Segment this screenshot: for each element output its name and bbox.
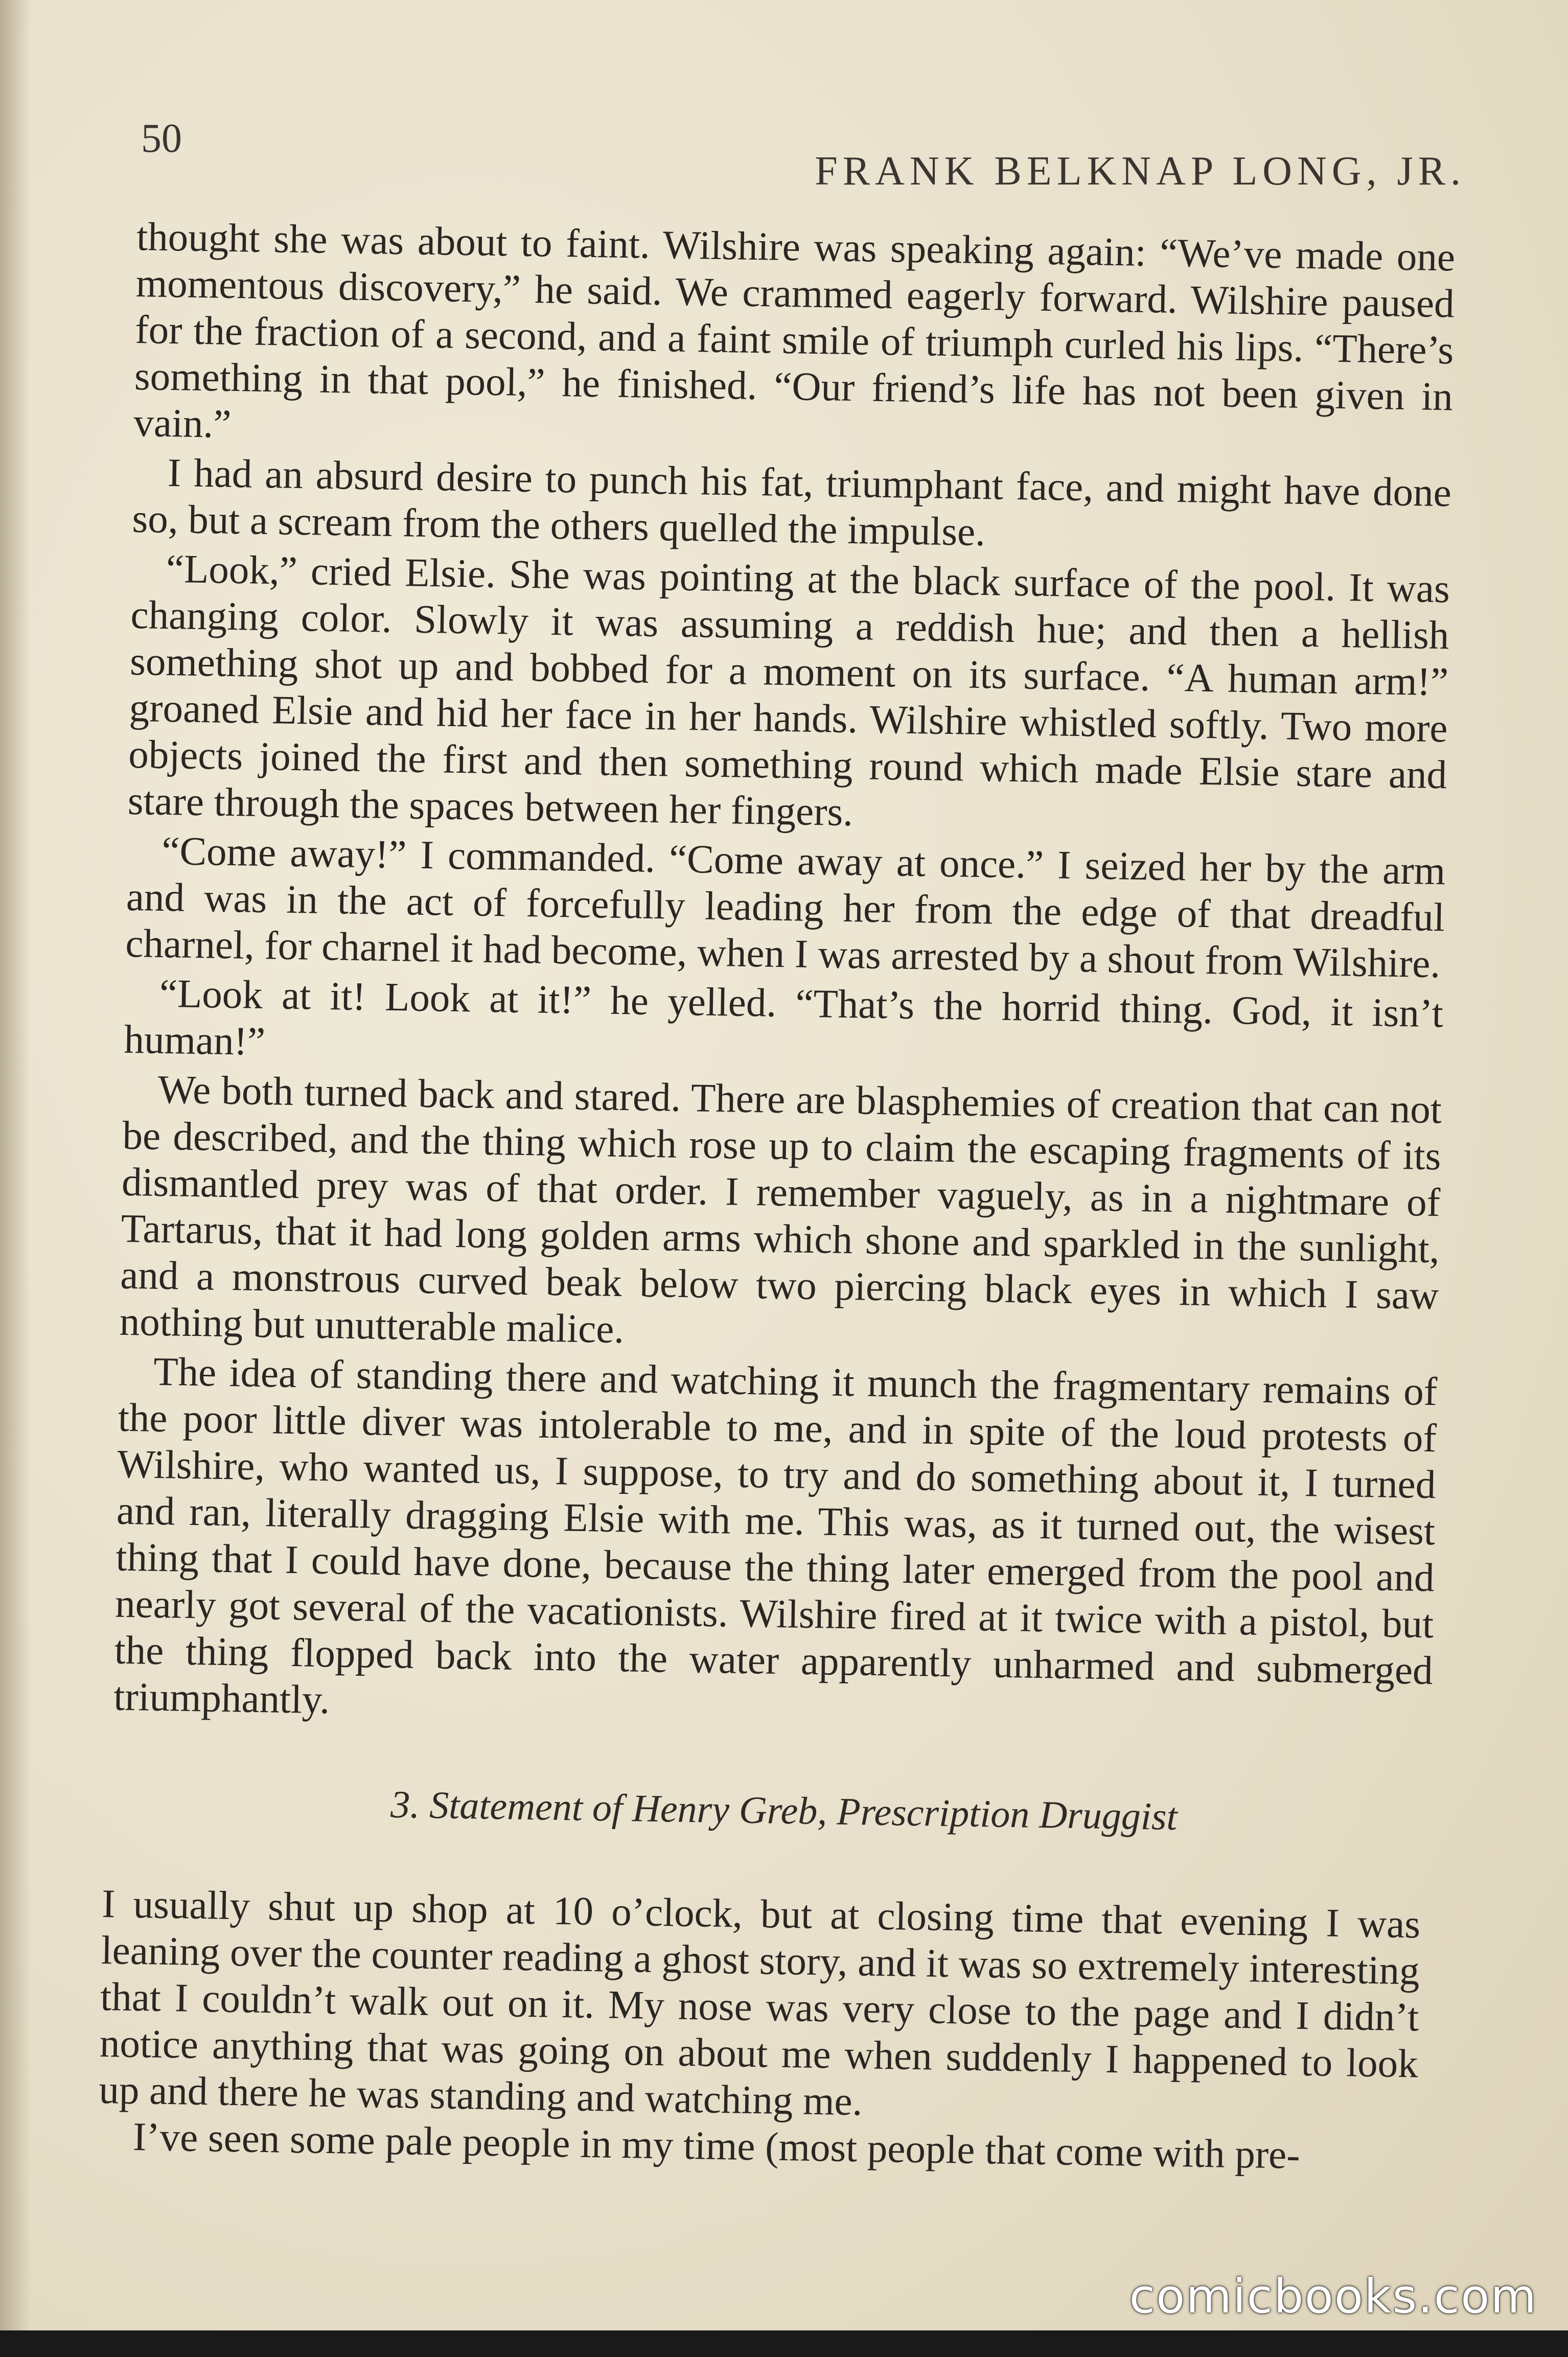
page-number: 50 [141,116,182,161]
section-heading: 3. Statement of Henry Greb, Prescription Druggist [390,1783,1178,1839]
paragraph-3: “Look,” cried Elsie. She was pointing at the black surface of the pool. It was changing color. Slowly it was assuming a reddish hue; and then a hellish something shot up and bobbed for a moment on its surface. “A human arm!” groaned Elsie and hid her face in her hands. Wilshire whistled softly. Two more objects joined the first and then something round which made Elsie stare and stare through the spaces between her fingers. [127,546,1450,835]
paragraph-7: The idea of standing there and watching it munch the fragmentary remains of the poor little diver was intolerable to me, and in spite of the loud protests of Wilshire, who wanted us, I suppose, to try and do something about it, I turned and ran, literally dragging Elsie with me. This was, as it turned out, the wisest thing that I could have done, because the thing later emerged from the pool and nearly got several of the vacationists. Wilshire fired at it twice with a pistol, but the thing flopped back into the water apparently unharmed and submerged triumphantly. [113,1349,1438,1723]
paragraph-4: “Come away!” I commanded. “Come away at once.” I seized her by the arm and was in the act of forcefully leading her from the edge of that dreadful charnel, for charnel it had become, when I was arrested by a shout from Wilshire. [125,828,1446,987]
section-paragraph-2: I’ve seen some pale people in my time (most people that come with pre- [132,2115,1301,2178]
section-paragraph-1: I usually shut up shop at 10 o’clock, but at closing time that evening I was leaning over the counter reading a ghost story, and it was so extremely interesting that I couldn’t walk out on it. My nose was very close to the page and I didn’t notice anything that was going on about me when suddenly I happened to look up and there he was standing and watching me. [98,1881,1421,2124]
main-text [113,214,1456,1741]
gutter-shadow [0,0,31,2357]
paragraph-2: I had an absurd desire to punch his fat, triumphant face, and might have done so, but a scream from the others quelled the impulse. [131,451,1452,555]
paragraph-1: thought she was about to faint. Wilshire was speaking again: “We’ve made one momentous discovery,” he said. We crammed eagerly forward. Wilshire paused for the fraction of a second, and a faint smile of triumph curled his lips. “There’s something in that pool,” he finished. “Our friend’s life has not been given in vain.” [133,214,1456,447]
paragraph-6: We both turned back and stared. There are blasphemies of creation that can not be described, and the thing which rose up to claim the escaping fragments of its dismantled prey was of that order. I remember vaguely, as in a nightmare of Tartarus, that it had long golden arms which shone and sparkled in the sunlight, and a monstrous curved beak below two piercing black eyes in which I saw nothing but unutterable malice. [119,1067,1442,1352]
running-head: FRANK BELKNAP LONG, JR. [815,149,1466,194]
bottom-band [0,2330,1568,2357]
section-text [98,1881,1420,2180]
paragraph-5: “Look at it! Look at it!” he yelled. “That’s the horrid thing. God, it isn’t human!” [123,971,1444,1065]
watermark-logo: comicbooks.com [1129,2269,1537,2324]
